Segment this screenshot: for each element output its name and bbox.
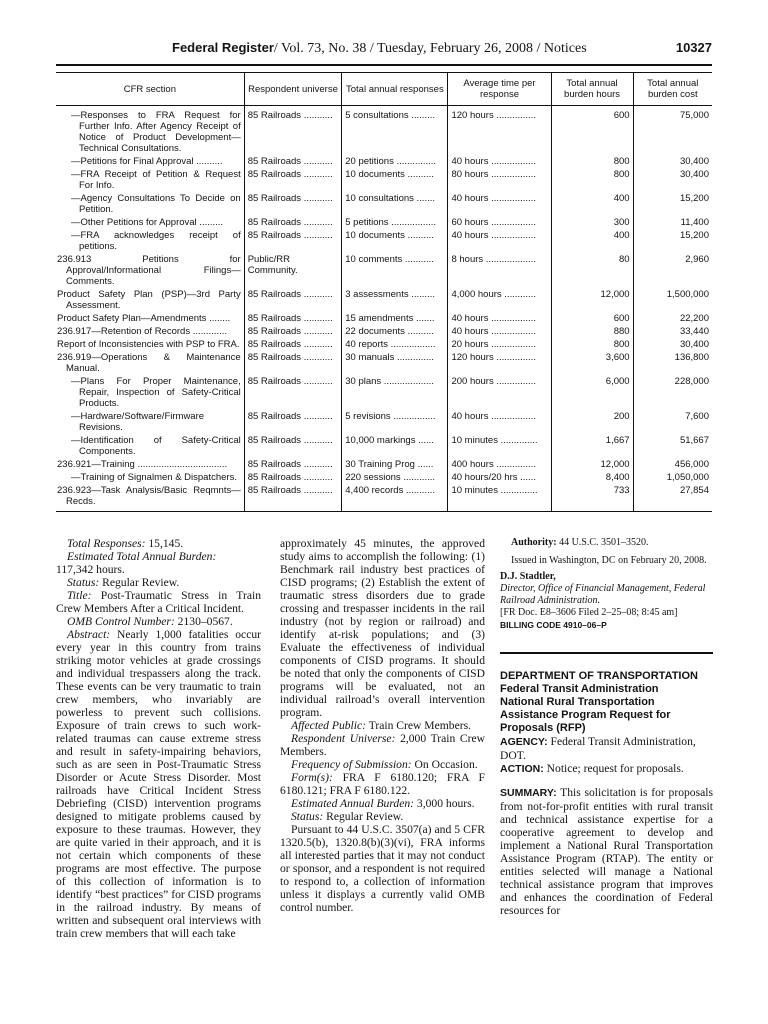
cfr-section-text: Product Safety Plan (PSP)—3rd Party Assessment. — [57, 289, 241, 311]
respondent-universe-cell: 85 Railroads ........... — [244, 192, 342, 216]
burden-hours-cell: 800 — [551, 155, 633, 168]
department-heading: DEPARTMENT OF TRANSPORTATION — [500, 670, 698, 682]
burden-cost-cell: 228,000 — [633, 375, 712, 410]
annual-responses-cell: 20 petitions ............... — [342, 155, 448, 168]
action-line — [500, 762, 713, 776]
cfr-section-cell — [56, 325, 244, 338]
cfr-section-cell — [56, 155, 244, 168]
time-per-response-cell: 120 hours ............... — [448, 351, 551, 375]
time-per-response-cell: 40 hours/20 hrs ...... — [448, 471, 551, 484]
table-body — [56, 106, 712, 512]
table-row — [56, 168, 712, 192]
burden-cost-cell: 15,200 — [633, 229, 712, 253]
time-per-response-cell: 40 hours ................. — [448, 229, 551, 253]
cfr-section-text: —Plans For Proper Maintenance, Repair, Inspection of Safety-Critical Products. — [71, 376, 241, 409]
signer-title: Director, Office of Financial Management, Federal Railroad Administration. — [500, 583, 706, 606]
burden-hours-cell: 400 — [551, 192, 633, 216]
column-header: Average time per response — [448, 73, 551, 106]
cfr-section-cell — [56, 351, 244, 375]
table-row — [56, 192, 712, 216]
cfr-section-text: —Training of Signalmen & Dispatchers. — [71, 472, 237, 483]
column-header: Total annual burden cost — [633, 73, 712, 106]
cfr-section-cell — [56, 471, 244, 484]
field-value: This solicitation is for proposals from not-for-profit entities with rural transit and technical assistance expertise for a cooperative agreement to develop and implement a National Rural Transportation Assistance Program (RTAP). The entity or entities selected will manage a National technical assistance program that improves and enhances the coordination of Federal resources for — [500, 786, 713, 917]
cfr-section-text: Report of Inconsistencies with PSP to FRA. — [57, 339, 240, 350]
burden-hours-cell: 600 — [551, 106, 633, 156]
field-label: Abstract: — [67, 628, 111, 641]
respondent-universe-cell: Public/RR Community. — [244, 253, 342, 288]
burden-hours-cell: 3,600 — [551, 351, 633, 375]
cfr-section-text: 236.913 Petitions for Approval/Informational Filings—Comments. — [57, 254, 241, 287]
field-label: Estimated Total Annual Burden: — [67, 550, 217, 563]
cfr-section-text: —Petitions for Final Approval .......... — [71, 156, 223, 167]
table-row — [56, 484, 712, 512]
cfr-section-cell — [56, 216, 244, 229]
respondent-universe-cell: 85 Railroads ........... — [244, 229, 342, 253]
field-label: OMB Control Number: — [67, 615, 175, 628]
table-row — [56, 155, 712, 168]
burden-hours-cell: 12,000 — [551, 288, 633, 312]
respondent-universe-cell: 85 Railroads ........... — [244, 351, 342, 375]
cfr-section-cell — [56, 375, 244, 410]
cfr-section-text: 236.923—Task Analysis/Basic Reqmnts—Recds. — [57, 485, 241, 507]
signer-name: D.J. Stadtler, — [500, 571, 556, 582]
respondent-universe-cell: 85 Railroads ........... — [244, 434, 342, 458]
billing-code: BILLING CODE 4910–06–P — [500, 620, 607, 630]
annual-responses-cell: 10 consultations ....... — [342, 192, 448, 216]
annual-responses-cell: 40 reports ................. — [342, 338, 448, 351]
header-details: / Vol. 73, No. 38 / Tuesday, February 26, 2008 / Notices — [273, 41, 587, 56]
respondent-universe-cell: 85 Railroads ........... — [244, 458, 342, 471]
field-label: Frequency of Submission: — [291, 758, 412, 771]
respondent-universe-cell: 85 Railroads ........... — [244, 216, 342, 229]
cfr-section-cell — [56, 312, 244, 325]
time-per-response-cell: 40 hours ................. — [448, 192, 551, 216]
forms — [280, 771, 485, 797]
study-paragraph: approximately 45 minutes, the approved study aims to accomplish the following: (1) Benchmark rail industry best practices of CISD programs; (2) Establish the extent of traumatic stress disorders due to grade crossing and trespasser incidents in the rail industry (not by region or railroad) and identify at-risk populations; and (3) Evaluate the effectiveness of individual components of CISD programs. It should be noted that only the components of CISD programs will be evaluated, not an individual railroad’s overall intervention program. — [280, 537, 485, 719]
agency-heading: Federal Transit Administration — [500, 683, 659, 695]
respondent-universe-cell: 85 Railroads ........... — [244, 325, 342, 338]
table-row — [56, 410, 712, 434]
table-row — [56, 325, 712, 338]
cfr-section-cell — [56, 168, 244, 192]
burden-cost-cell: 30,400 — [633, 338, 712, 351]
field-label: Affected Public: — [291, 719, 367, 732]
cfr-section-text: 236.919—Operations & Maintenance Manual. — [57, 352, 241, 374]
cfr-section-text: —Hardware/Software/Firmware Revisions. — [71, 411, 205, 433]
cfr-section-cell — [56, 288, 244, 312]
burden-hours-cell: 1,667 — [551, 434, 633, 458]
time-per-response-cell: 4,000 hours ............ — [448, 288, 551, 312]
annual-responses-cell: 220 sessions ............ — [342, 471, 448, 484]
field-value: Post-Traumatic Stress in Train Crew Members After a Critical Incident. — [56, 589, 261, 615]
field-label: SUMMARY: — [500, 787, 557, 799]
cfr-section-cell — [56, 484, 244, 512]
table-row — [56, 458, 712, 471]
annual-responses-cell: 10 comments ........... — [342, 253, 448, 288]
cfr-section-text: —Other Petitions for Approval ......... — [71, 217, 224, 228]
burden-cost-cell: 27,854 — [633, 484, 712, 512]
burden-cost-cell: 30,400 — [633, 168, 712, 192]
field-value: Train Crew Members. — [366, 719, 471, 732]
field-value: On Occasion. — [411, 758, 478, 771]
table-row — [56, 288, 712, 312]
pursuant-paragraph: Pursuant to 44 U.S.C. 3507(a) and 5 CFR 1320.5(b), 1320.8(b)(3)(vi), FRA informs all interested parties that it may not conduct or sponsor, and a respondent is not required to respond to, a collection of information unless it displays a currently valid OMB control number. — [280, 823, 485, 914]
respondent-universe-cell: 85 Railroads ........... — [244, 312, 342, 325]
respondent-universe-cell: 85 Railroads ........... — [244, 375, 342, 410]
cfr-section-cell — [56, 458, 244, 471]
cfr-section-cell — [56, 410, 244, 434]
annual-responses-cell: 3 assessments ......... — [342, 288, 448, 312]
section-divider — [500, 652, 713, 654]
burden-cost-cell: 7,600 — [633, 410, 712, 434]
field-label: Respondent Universe: — [291, 732, 396, 745]
cfr-section-text: —FRA acknowledges receipt of petitions. — [71, 230, 241, 252]
time-per-response-cell: 10 minutes .............. — [448, 484, 551, 512]
column-header: Total annual responses — [342, 73, 448, 106]
table-row — [56, 375, 712, 410]
field-value: Federal Transit Administration, DOT. — [500, 735, 696, 762]
respondent-universe-cell: 85 Railroads ........... — [244, 338, 342, 351]
cfr-section-text: —Responses to FRA Request for Further Info. After Agency Receipt of Notice of Product Development—Technical Consultations. — [71, 110, 241, 154]
burden-hours-cell: 12,000 — [551, 458, 633, 471]
status-2 — [280, 810, 485, 823]
burden-cost-cell: 11,400 — [633, 216, 712, 229]
time-per-response-cell: 80 hours ................. — [448, 168, 551, 192]
publication-name: Federal Register — [172, 40, 274, 55]
burden-hours-cell: 600 — [551, 312, 633, 325]
text-column-3 — [500, 537, 713, 917]
annual-responses-cell: 10 documents .......... — [342, 168, 448, 192]
burden-cost-cell: 22,200 — [633, 312, 712, 325]
cfr-section-text: —Identification of Safety-Critical Components. — [71, 435, 241, 457]
burden-hours-cell: 8,400 — [551, 471, 633, 484]
burden-hours-cell: 400 — [551, 229, 633, 253]
omb-control-number — [56, 615, 261, 628]
annual-responses-cell: 30 manuals .............. — [342, 351, 448, 375]
field-value: Nearly 1,000 fatalities occur every year in this country from trains striking motor vehicles at grade crossings and individual trespassers along the track. These events can be very traumatic to train crew members, who invariably are powerless to prevent such collisions. Exposure of train crews to such work-related traumas can cause extreme stress and result in safety-impairing behaviors, such as are seen in Post-Traumatic Stress Disorder or Acute Stress Disorder. Most railroads have Critical Incident Stress Debriefing (CISD) intervention programs designed to mitigate problems caused by exposure to these traumas. However, they are quite varied in their approach, and it is not certain which components of these programs are most effective. The purpose of this collection of information is to identify “best practices” for CISD programs in the railroad industry. By means of written and subsequent oral interviews with train crew members that will each take — [56, 628, 261, 940]
burden-cost-cell: 75,000 — [633, 106, 712, 156]
annual-responses-cell: 5 revisions ................ — [342, 410, 448, 434]
field-value: 2130–0567. — [174, 615, 233, 628]
field-value: 3,000 hours. — [414, 797, 475, 810]
time-per-response-cell: 60 hours ................. — [448, 216, 551, 229]
burden-hours-cell: 880 — [551, 325, 633, 338]
field-value: Notice; request for proposals. — [543, 762, 684, 775]
time-per-response-cell: 120 hours ............... — [448, 106, 551, 156]
annual-responses-cell: 30 Training Prog ...... — [342, 458, 448, 471]
estimated-burden-label — [56, 550, 261, 563]
annual-responses-cell: 22 documents .......... — [342, 325, 448, 338]
abstract — [56, 628, 261, 940]
time-per-response-cell: 8 hours ................... — [448, 253, 551, 288]
running-header — [56, 40, 712, 60]
time-per-response-cell: 10 minutes .............. — [448, 434, 551, 458]
field-label: ACTION: — [500, 763, 544, 775]
estimated-burden-value: 117,342 hours. — [56, 563, 125, 576]
header-citation — [172, 40, 587, 57]
annual-responses-cell: 5 consultations ......... — [342, 106, 448, 156]
burden-cost-cell: 2,960 — [633, 253, 712, 288]
burden-cost-cell: 456,000 — [633, 458, 712, 471]
annual-responses-cell: 30 plans ................... — [342, 375, 448, 410]
burden-table — [56, 72, 712, 512]
cfr-section-cell — [56, 229, 244, 253]
cfr-section-text: Product Safety Plan—Amendments ........ — [57, 313, 231, 324]
burden-cost-cell: 51,667 — [633, 434, 712, 458]
cfr-section-text: 236.921—Training .................................. — [57, 459, 228, 470]
field-label: AGENCY: — [500, 736, 548, 748]
respondent-universe-cell: 85 Railroads ........... — [244, 410, 342, 434]
cfr-section-cell — [56, 434, 244, 458]
burden-cost-cell: 136,800 — [633, 351, 712, 375]
annual-responses-cell: 10,000 markings ...... — [342, 434, 448, 458]
text-column-2 — [280, 537, 485, 914]
table-row — [56, 253, 712, 288]
respondent-universe-cell: 85 Railroads ........... — [244, 471, 342, 484]
agency-line — [500, 735, 713, 762]
burden-cost-cell: 1,500,000 — [633, 288, 712, 312]
affected-public — [280, 719, 485, 732]
table-row — [56, 312, 712, 325]
cfr-section-text: —Agency Consultations To Decide on Petition. — [71, 193, 241, 215]
burden-hours-cell: 200 — [551, 410, 633, 434]
frequency — [280, 758, 485, 771]
column-header: CFR section — [56, 73, 244, 106]
time-per-response-cell: 400 hours ............... — [448, 458, 551, 471]
time-per-response-cell: 40 hours ................. — [448, 410, 551, 434]
time-per-response-cell: 200 hours ............... — [448, 375, 551, 410]
burden-hours-cell: 300 — [551, 216, 633, 229]
field-value: 2,000 Train Crew Members. — [280, 732, 485, 758]
title — [56, 589, 261, 615]
cfr-section-cell — [56, 338, 244, 351]
column-header: Total annual burden hours — [551, 73, 633, 106]
burden-hours-cell: 6,000 — [551, 375, 633, 410]
field-value: Regular Review. — [323, 810, 404, 823]
issued-line: Issued in Washington, DC on February 20, 2008. — [511, 555, 707, 566]
field-value: 44 U.S.C. 3501–3520. — [556, 537, 649, 548]
cfr-section-text: —FRA Receipt of Petition & Request For Info. — [71, 169, 241, 191]
time-per-response-cell: 20 hours ................. — [448, 338, 551, 351]
table-row — [56, 471, 712, 484]
table-row — [56, 106, 712, 156]
cfr-section-cell — [56, 106, 244, 156]
annual-responses-cell: 4,400 records ........... — [342, 484, 448, 512]
field-value: FRA F 6180.120; FRA F 6180.121; FRA F 6180.122. — [280, 771, 485, 797]
respondent-universe-cell: 85 Railroads ........... — [244, 484, 342, 512]
burden-cost-cell: 15,200 — [633, 192, 712, 216]
burden-cost-cell: 33,440 — [633, 325, 712, 338]
field-label: Estimated Annual Burden: — [291, 797, 415, 810]
column-header: Respondent universe — [244, 73, 342, 106]
field-label: Form(s): — [291, 771, 333, 784]
table-row — [56, 229, 712, 253]
time-per-response-cell: 40 hours ................. — [448, 155, 551, 168]
table-row — [56, 434, 712, 458]
cfr-section-cell — [56, 192, 244, 216]
burden-hours-cell: 800 — [551, 168, 633, 192]
table-row — [56, 351, 712, 375]
respondent-universe-cell: 85 Railroads ........... — [244, 155, 342, 168]
field-value: 15,145. — [145, 537, 184, 550]
cfr-section-cell — [56, 253, 244, 288]
time-per-response-cell: 40 hours ................. — [448, 312, 551, 325]
total-responses — [56, 537, 261, 550]
table-row — [56, 216, 712, 229]
header-rule — [56, 64, 712, 66]
respondent-universe-cell: 85 Railroads ........... — [244, 288, 342, 312]
field-value: Regular Review. — [99, 576, 180, 589]
burden-cost-cell: 1,050,000 — [633, 471, 712, 484]
text-column-1 — [56, 537, 261, 940]
page-number: 10327 — [675, 40, 712, 55]
notice-title: National Rural Transportation Assistance Program Request for Proposals (RFP) — [500, 696, 671, 734]
table-row — [56, 338, 712, 351]
annual-responses-cell: 15 amendments ....... — [342, 312, 448, 325]
authority — [500, 537, 713, 549]
respondent-universe-cell: 85 Railroads ........... — [244, 168, 342, 192]
field-label: Title: — [67, 589, 92, 602]
annual-responses-cell: 5 petitions ................. — [342, 216, 448, 229]
cfr-section-text: 236.917—Retention of Records ............. — [57, 326, 228, 337]
field-label: Total Responses: — [67, 537, 146, 550]
annual-burden — [280, 797, 485, 810]
status — [56, 576, 261, 589]
burden-hours-cell: 80 — [551, 253, 633, 288]
burden-hours-cell: 733 — [551, 484, 633, 512]
respondent-universe-cell: 85 Railroads ........... — [244, 106, 342, 156]
summary — [500, 786, 713, 917]
burden-hours-cell: 800 — [551, 338, 633, 351]
table-header-row — [56, 73, 712, 106]
burden-cost-cell: 30,400 — [633, 155, 712, 168]
time-per-response-cell: 40 hours ................. — [448, 325, 551, 338]
respondent-universe — [280, 732, 485, 758]
field-label: Status: — [67, 576, 100, 589]
annual-responses-cell: 10 documents .......... — [342, 229, 448, 253]
fr-doc: [FR Doc. E8–3606 Filed 2–25–08; 8:45 am] — [500, 607, 678, 618]
field-label: Status: — [291, 810, 324, 823]
field-label: Authority: — [511, 537, 557, 548]
